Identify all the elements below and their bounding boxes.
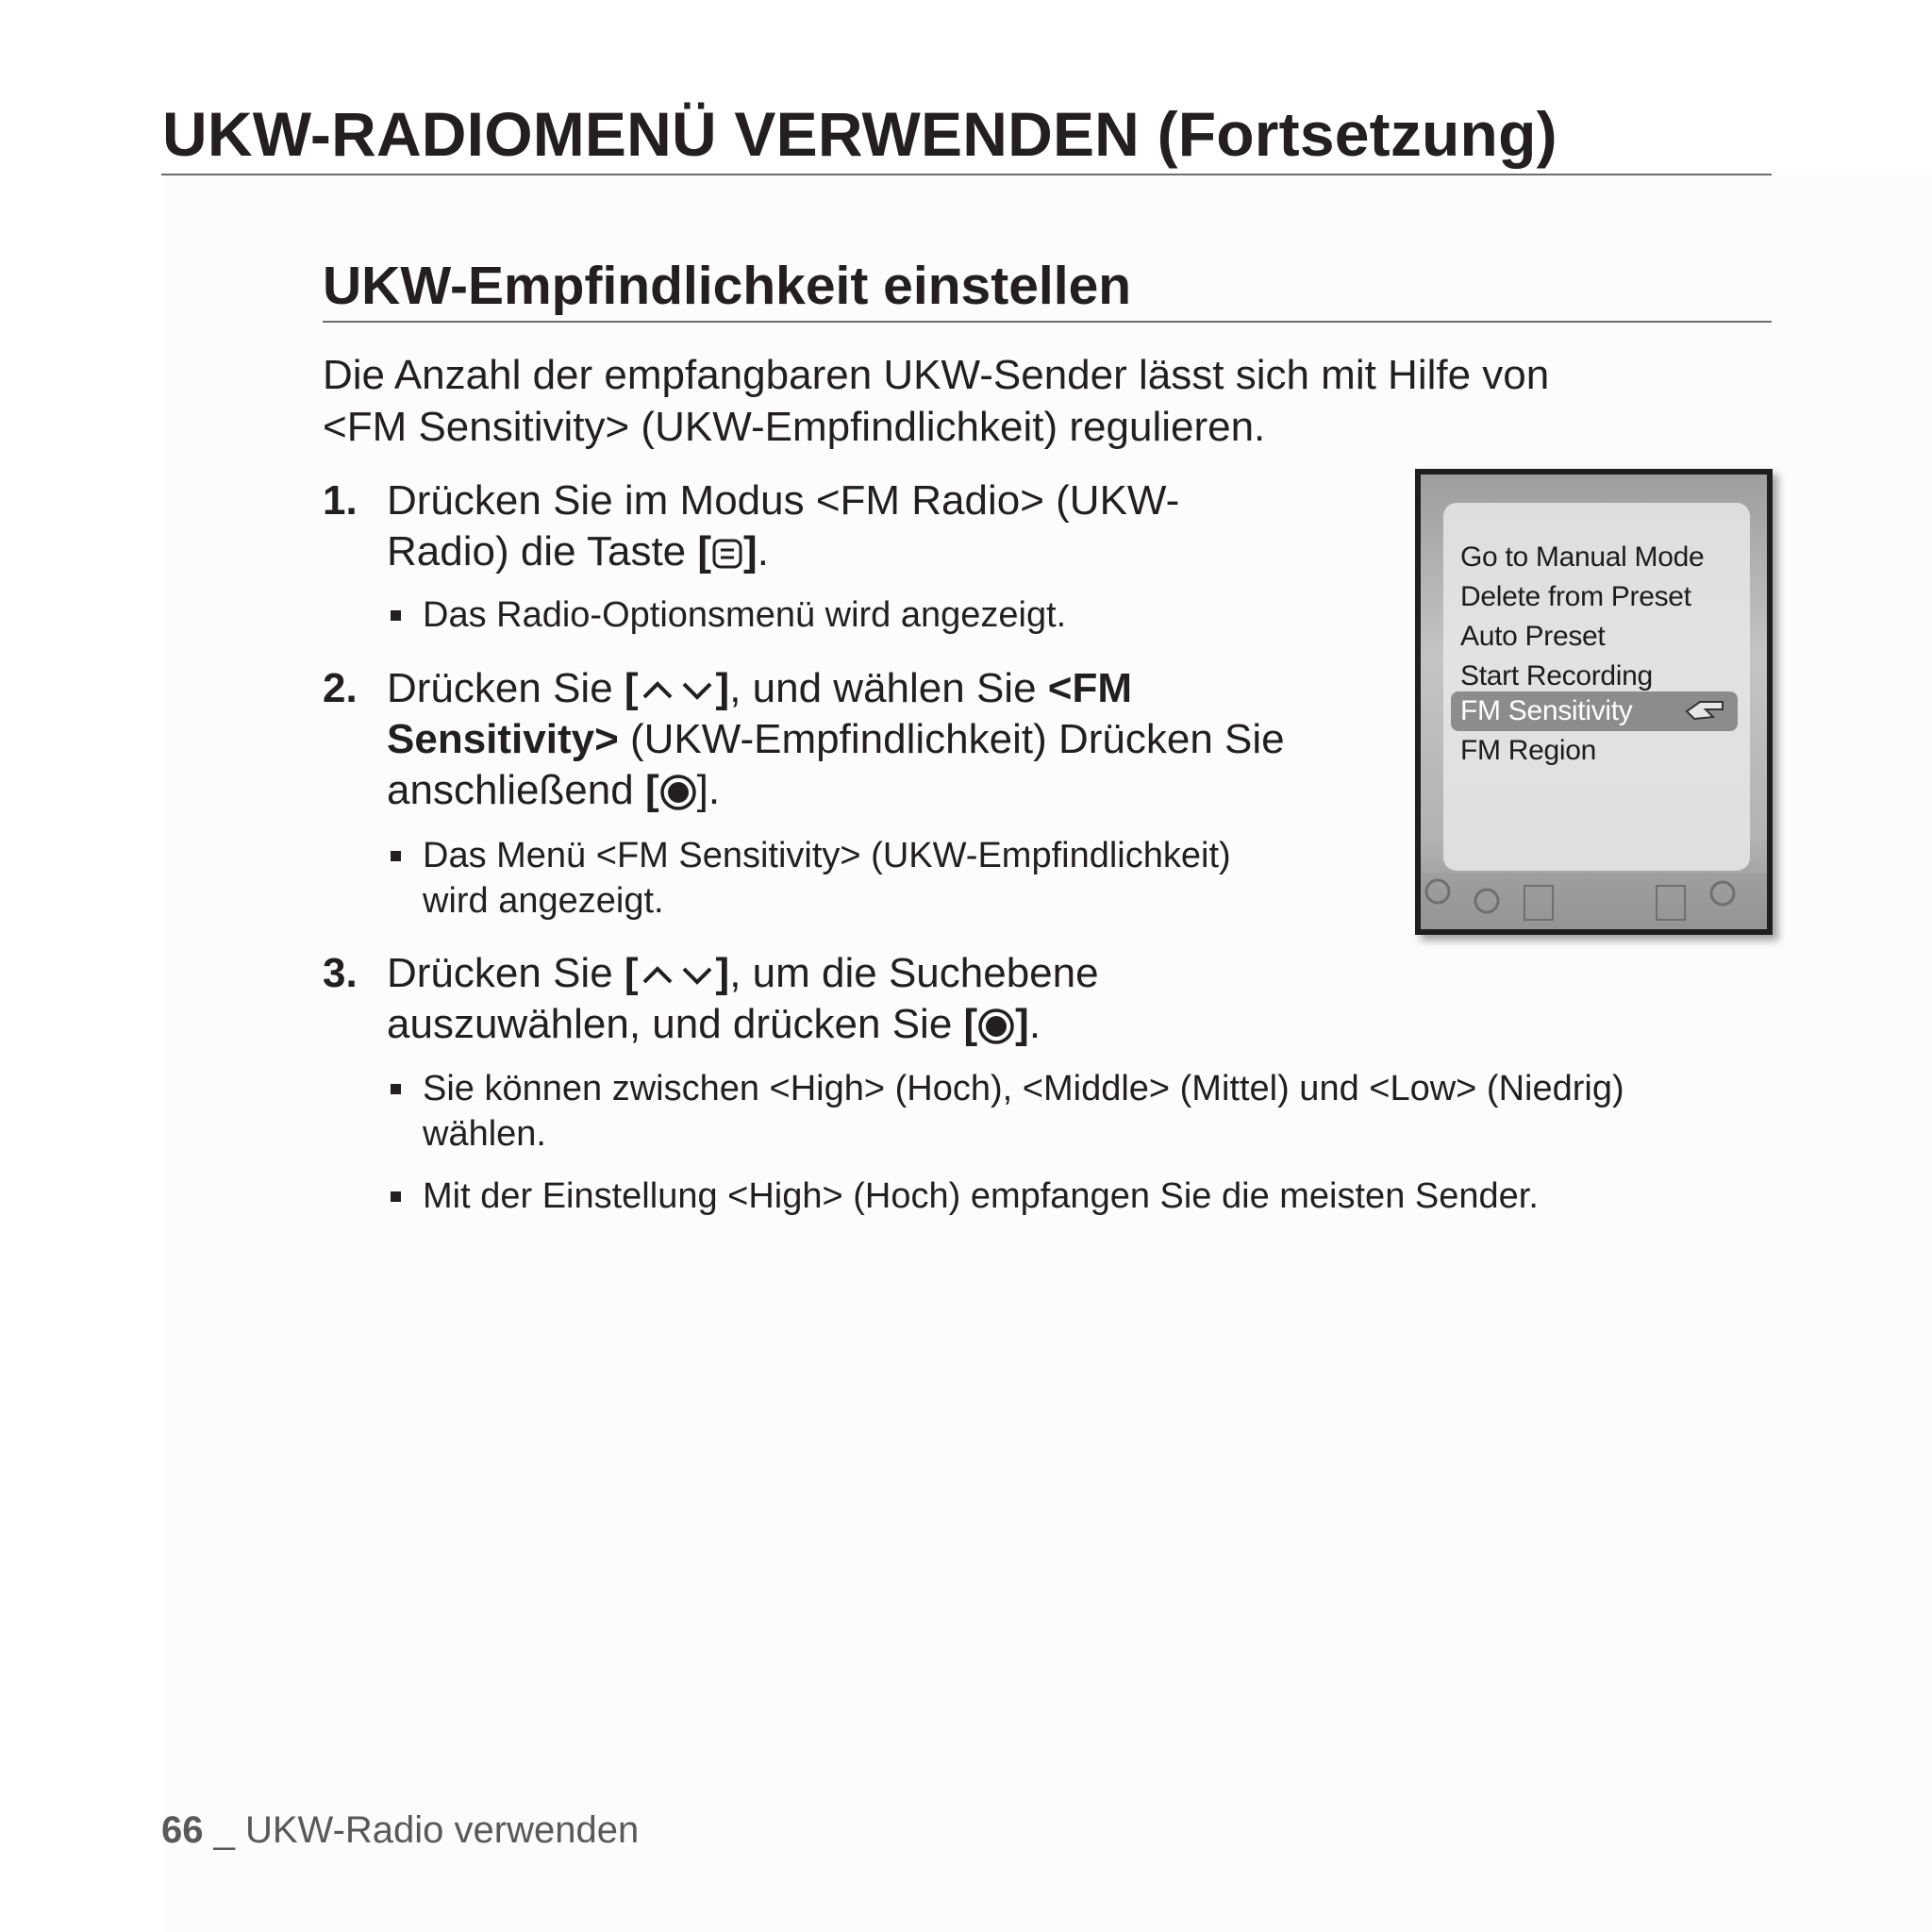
bullet-marker (391, 851, 401, 861)
intro-paragraph (323, 349, 1766, 453)
title-divider (161, 174, 1772, 175)
selector-hand-icon (1685, 696, 1726, 724)
menu-button-icon (711, 538, 743, 570)
menu-item-start-recording[interactable]: Start Recording (1460, 660, 1653, 691)
section-title: UKW-Empfindlichkeit einstellen (323, 256, 1132, 316)
footer-separator: _ (203, 1809, 245, 1851)
step-2-line-2: Sensitivity> (UKW-Empfindlichkeit) Drücken Sie (387, 716, 1285, 762)
up-down-button-icon (639, 675, 716, 707)
step-3-line-1: Drücken Sie [ ], um die Suchebene (387, 950, 1099, 996)
step-2-line-1: Drücken Sie [ ], und wählen Sie <FM (387, 665, 1132, 711)
device-screen (1421, 475, 1767, 929)
bullet-marker (391, 1191, 401, 1202)
menu-item-auto-preset[interactable]: Auto Preset (1460, 621, 1606, 652)
section-divider (323, 321, 1772, 323)
page-title: UKW-RADIOMENÜ VERWENDEN (Fortsetzung) (162, 99, 1557, 169)
menu-item-fm-sensitivity[interactable]: FM Sensitivity (1460, 695, 1633, 726)
intro-line-1: Die Anzahl der empfangbaren UKW-Sender lässt sich mit Hilfe von (323, 352, 1550, 398)
bullet-marker (391, 610, 401, 621)
step-1-line-1: Drücken Sie im Modus <FM Radio> (UKW- (387, 477, 1180, 524)
device-screenshot (1415, 469, 1773, 935)
options-menu (1443, 503, 1750, 871)
step-number: 3. (323, 950, 358, 996)
step-3-line-2: auszuwählen, und drücken Sie [ ]. (387, 1001, 1041, 1047)
intro-line-2: <FM Sensitivity> (UKW-Empfindlichkeit) regulieren. (323, 404, 1266, 450)
page-number: 66 (161, 1809, 204, 1851)
bullet-marker (391, 1084, 401, 1094)
menu-item-fm-region[interactable]: FM Region (1460, 735, 1597, 766)
screen-background-pattern-icon (1421, 873, 1767, 929)
select-button-icon (659, 774, 697, 811)
menu-item-go-to-manual-mode[interactable]: Go to Manual Mode (1460, 541, 1705, 573)
footer-section: UKW-Radio verwenden (244, 1809, 640, 1851)
select-button-icon (977, 1008, 1015, 1045)
step-number: 1. (323, 477, 358, 524)
page-footer (161, 1809, 639, 1852)
menu-item-delete-from-preset[interactable]: Delete from Preset (1460, 581, 1691, 612)
step-2-line-3: anschließend [ ]. (387, 767, 721, 813)
step-1-line-2: Radio) die Taste [ ]. (387, 528, 769, 575)
up-down-button-icon (639, 959, 716, 991)
step-number: 2. (323, 665, 358, 711)
